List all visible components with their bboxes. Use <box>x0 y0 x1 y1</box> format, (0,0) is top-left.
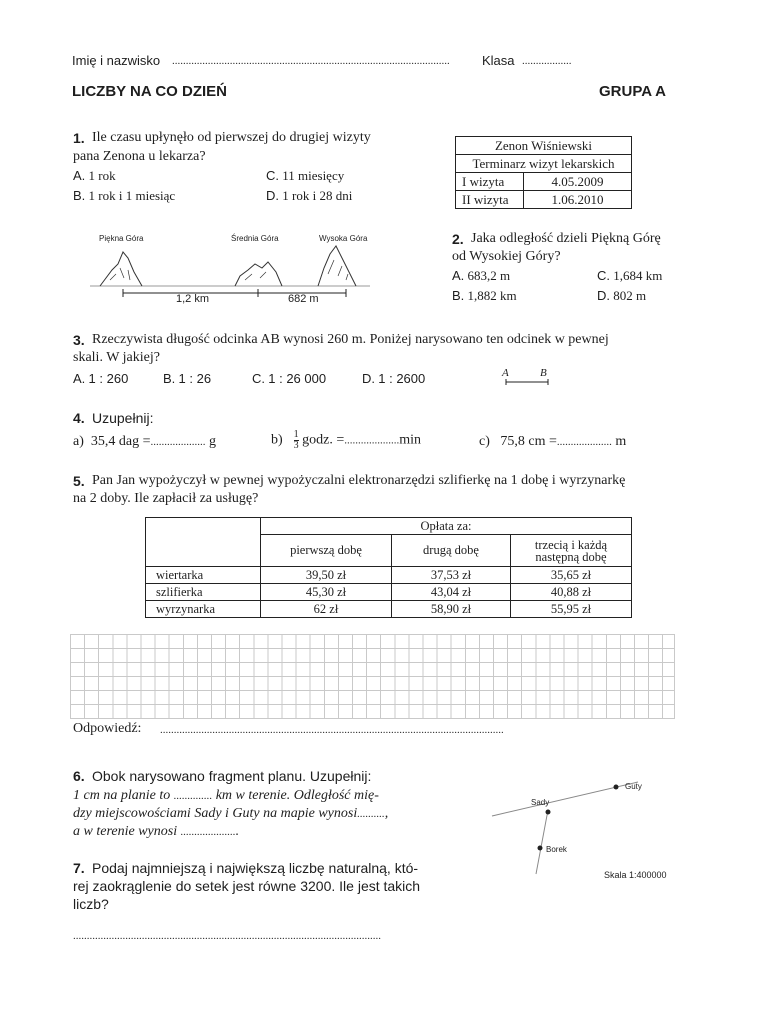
q6-line1: 1 cm na planie to .............. km w terenie. Odległość mię- <box>73 788 379 803</box>
distance-label-2: 682 m <box>288 293 319 305</box>
name-field[interactable]: ..................................................................................................... <box>172 55 450 67</box>
page-title: LICZBY NA CO DZIEŃ <box>72 83 228 100</box>
map-label-borek: Borek <box>546 845 567 854</box>
column-header: drugą dobę <box>392 535 511 567</box>
map-label-guty: Guty <box>625 782 642 791</box>
segment-ab <box>502 378 552 386</box>
map-point-guty <box>614 785 619 790</box>
column-header: pierwszą dobę <box>261 535 392 567</box>
q1-text-line2: pana Zenona u lekarza? <box>73 149 206 164</box>
q1-text-line1: Ile czasu upłynęło od pierwszej do drugiej wizyty <box>92 130 371 145</box>
peak-label-wysoka: Wysoka Góra <box>319 234 368 243</box>
q6-blank-3[interactable]: .................... <box>180 826 236 838</box>
column-header: trzecią i każdą następną dobę <box>511 535 632 567</box>
q3-text-line1: Rzeczywista długość odcinka AB wynosi 260 m. Poniżej narysowano ten odcinek w pewnej <box>92 332 609 347</box>
q4-part-c: c) 75,8 cm =.................... m <box>479 434 627 449</box>
q7-number: 7. <box>73 860 85 876</box>
q4-b-blank[interactable]: .................... <box>344 434 400 447</box>
table-row: II wizyta 1.06.2010 <box>456 191 632 209</box>
group-label: GRUPA A <box>599 83 666 100</box>
q3-option-d[interactable]: D. 1 : 2600 <box>362 371 426 386</box>
q2-option-d[interactable]: D. 802 m <box>597 288 647 303</box>
mountain-srednia-icon <box>235 262 282 286</box>
table-group-header: Opłata za: <box>261 518 632 535</box>
q4-c-blank[interactable]: .................... <box>556 436 612 448</box>
q6-number: 6. <box>73 768 85 784</box>
mountain-piekna-icon <box>100 252 142 286</box>
q4-part-a: a) 35,4 dag =.................... g <box>73 434 216 449</box>
peak-label-srednia: Średnia Góra <box>231 234 279 243</box>
q2-option-c[interactable]: C. 1,684 km <box>597 268 663 283</box>
mountain-wysoka-icon <box>318 246 356 286</box>
map-scale: Skala 1:400000 <box>604 870 667 880</box>
q1-option-b[interactable]: B. 1 rok i 1 miesiąc <box>73 188 176 203</box>
q6-text: Obok narysowano fragment planu. Uzupełnij: <box>92 768 372 784</box>
peak-label-piekna: Piękna Góra <box>99 234 144 243</box>
map-point-sady <box>546 810 551 815</box>
q2-text-line2: od Wysokiej Góry? <box>452 249 561 264</box>
table-row: szlifierka 45,30 zł 43,04 zł 40,88 zł <box>146 584 632 601</box>
q6-line2: dzy miejscowościami Sady i Guty na mapie wynosi.........., <box>73 806 389 821</box>
table-row: wiertarka 39,50 zł 37,53 zł 35,65 zł <box>146 567 632 584</box>
q7-text-line3: liczb? <box>73 896 109 912</box>
q2-option-b[interactable]: B. 1,882 km <box>452 288 517 303</box>
q5-text-line1: Pan Jan wypożyczył w pewnej wypożyczalni elektronarzędzi szlifierkę na 1 dobę i wyrzynarkę <box>92 473 626 488</box>
q2-text-line1: Jaka odległość dzieli Piękną Górę <box>471 231 661 246</box>
q2-number: 2. <box>452 231 464 247</box>
answer-field[interactable]: ............................................................................................................................. <box>160 724 504 736</box>
q4-text: Uzupełnij: <box>92 410 154 426</box>
q3-option-b[interactable]: B. 1 : 26 <box>163 371 212 386</box>
q6-blank-2[interactable]: .......... <box>357 808 385 820</box>
table-row: I wizyta 4.05.2009 <box>456 173 632 191</box>
table-subtitle: Terminarz wizyt lekarskich <box>456 155 632 173</box>
q5-number: 5. <box>73 473 85 489</box>
segment-point-a: A <box>502 367 509 379</box>
table-row: wyrzynarka 62 zł 58,90 zł 55,95 zł <box>146 601 632 618</box>
q1-number: 1. <box>73 130 85 146</box>
q5-text-line2: na 2 doby. Ile zapłacił za usługę? <box>73 491 259 506</box>
work-grid[interactable] <box>70 634 675 719</box>
q4-number: 4. <box>73 410 85 426</box>
rental-price-table <box>145 517 632 618</box>
q6-blank-1[interactable]: .............. <box>173 790 213 802</box>
q1-option-a[interactable]: A. 1 rok <box>73 168 116 183</box>
segment-point-b: B <box>540 367 547 379</box>
q3-option-c[interactable]: C. 1 : 26 000 <box>252 371 327 386</box>
q2-option-a[interactable]: A. 683,2 m <box>452 268 511 283</box>
map-label-sady: Sady <box>531 798 550 807</box>
q7-text-line1: Podaj najmniejszą i największą liczbę naturalną, któ- <box>92 860 419 876</box>
table-corner <box>146 518 261 567</box>
class-field[interactable]: .................. <box>522 55 572 67</box>
q7-answer-field[interactable]: ................................................................................................................ <box>73 930 381 942</box>
table-title: Zenon Wiśniewski <box>456 137 632 155</box>
q1-option-c[interactable]: C. 11 miesięcy <box>266 168 345 183</box>
q4-part-b: b) $\frac{1}{3}$ godz. =....................min <box>271 429 422 451</box>
q1-option-d[interactable]: D. 1 rok i 28 dni <box>266 188 353 203</box>
q4-a-blank[interactable]: .................... <box>150 436 206 448</box>
q3-number: 3. <box>73 332 85 348</box>
mountains-diagram <box>90 240 370 306</box>
q6-line3: a w terenie wynosi ..................... <box>73 824 240 839</box>
q3-text-line2: skali. W jakiej? <box>73 350 160 365</box>
class-label: Klasa <box>482 53 515 68</box>
answer-label: Odpowiedź: <box>73 721 142 736</box>
map-point-borek <box>538 846 543 851</box>
visit-schedule-table <box>455 136 632 209</box>
q3-option-a[interactable]: A. 1 : 260 <box>73 371 129 386</box>
q7-text-line2: rej zaokrąglenie do setek jest równe 3200. Ile jest takich <box>73 878 421 894</box>
name-label: Imię i nazwisko <box>72 53 161 68</box>
distance-label-1: 1,2 km <box>176 293 210 305</box>
